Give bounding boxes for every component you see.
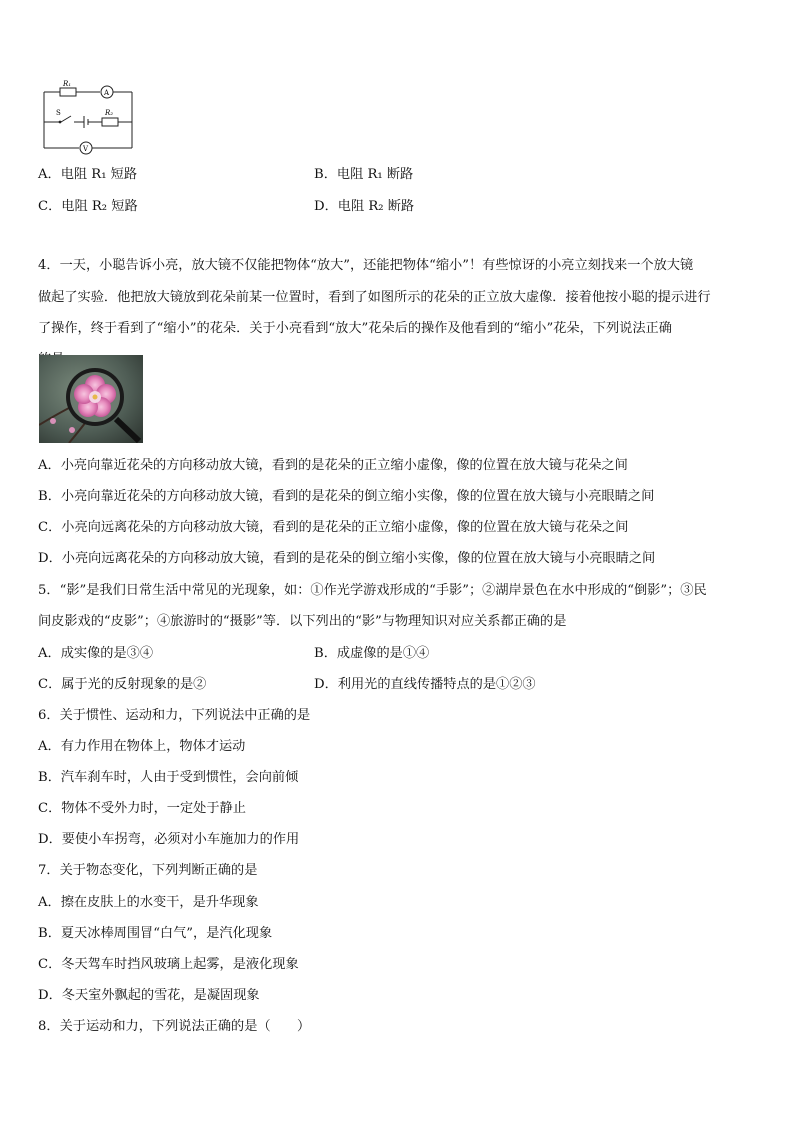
q4-stem-line-2: 做起了实验．他把放大镜放到花朵前某一位置时，看到了如图所示的花朵的正立放大虚像．接着他按小聪的提示进行 [38,290,711,305]
q7-stem: 7．关于物态变化，下列判断正确的是 [38,863,258,878]
q5-option-d: D．利用光的直线传播特点的是①②③ [314,677,536,692]
ammeter-label: A [104,89,110,97]
q3-option-d: D．电阻 R₂ 断路 [314,199,415,214]
q8-stem: 8．关于运动和力，下列说法正确的是（ ） [38,1019,311,1034]
q5-stem-line-1: 5．“影”是我们日常生活中常见的光现象，如：①作光学游戏形成的“手影”；②湖岸景色在水中形成的“倒影”；③民 [38,583,707,598]
q7-option-c: C．冬天驾车时挡风玻璃上起雾，是液化现象 [38,957,299,972]
r2-label: R₂ [105,109,114,117]
q5-option-a: A．成实像的是③④ [38,646,154,661]
q5-stem-line-2: 间皮影戏的“皮影”；④旅游时的“摄影”等．以下列出的“影”与物理知识对应关系都正确的是 [38,614,567,629]
q4-option-a: A．小亮向靠近花朵的方向移动放大镜，看到的是花朵的正立缩小虚像，像的位置在放大镜与花朵之间 [38,458,628,473]
magnifier-flower-photo [39,355,143,443]
q3-option-b: B．电阻 R₁ 断路 [314,167,414,182]
q4-option-c: C．小亮向远离花朵的方向移动放大镜，看到的是花朵的正立缩小虚像，像的位置在放大镜与花朵之间 [38,520,629,535]
q3-option-c: C．电阻 R₂ 短路 [38,199,138,214]
q7-option-d: D．冬天室外飘起的雪花，是凝固现象 [38,988,260,1003]
r1-label: R₁ [63,80,72,88]
switch-label: S [56,109,61,117]
q4-stem-line-3: 了操作，终于看到了“缩小”的花朵．关于小亮看到“放大”花朵后的操作及他看到的“缩小”花朵，下列说法正确 [38,321,672,336]
q6-option-b: B．汽车刹车时，人由于受到惯性，会向前倾 [38,770,299,785]
q7-option-b: B．夏天冰棒周围冒“白气”，是汽化现象 [38,926,273,941]
q4-option-b: B．小亮向靠近花朵的方向移动放大镜，看到的是花朵的倒立缩小实像，像的位置在放大镜与小亮眼睛之间 [38,489,655,504]
voltmeter-label: V [83,145,89,153]
q5-option-b: B．成虚像的是①④ [314,646,430,661]
q6-option-a: A．有力作用在物体上，物体才运动 [38,739,246,754]
q3-option-a: A．电阻 R₁ 短路 [38,167,138,182]
q4-stem-line-1: 4．一天，小聪告诉小亮，放大镜不仅能把物体“放大”，还能把物体“缩小”！有些惊讶的小亮立刻找来一个放大镜 [38,258,694,273]
q6-option-d: D．要使小车拐弯，必须对小车施加力的作用 [38,832,300,847]
circuit-diagram [36,78,142,156]
q7-option-a: A．擦在皮肤上的水变干，是升华现象 [38,895,259,910]
q6-stem: 6．关于惯性、运动和力，下列说法中正确的是 [38,708,311,723]
q4-option-d: D．小亮向远离花朵的方向移动放大镜，看到的是花朵的倒立缩小实像，像的位置在放大镜与小亮眼睛之间 [38,551,656,566]
q6-option-c: C．物体不受外力时，一定处于静止 [38,801,246,816]
q5-option-c: C．属于光的反射现象的是② [38,677,207,692]
